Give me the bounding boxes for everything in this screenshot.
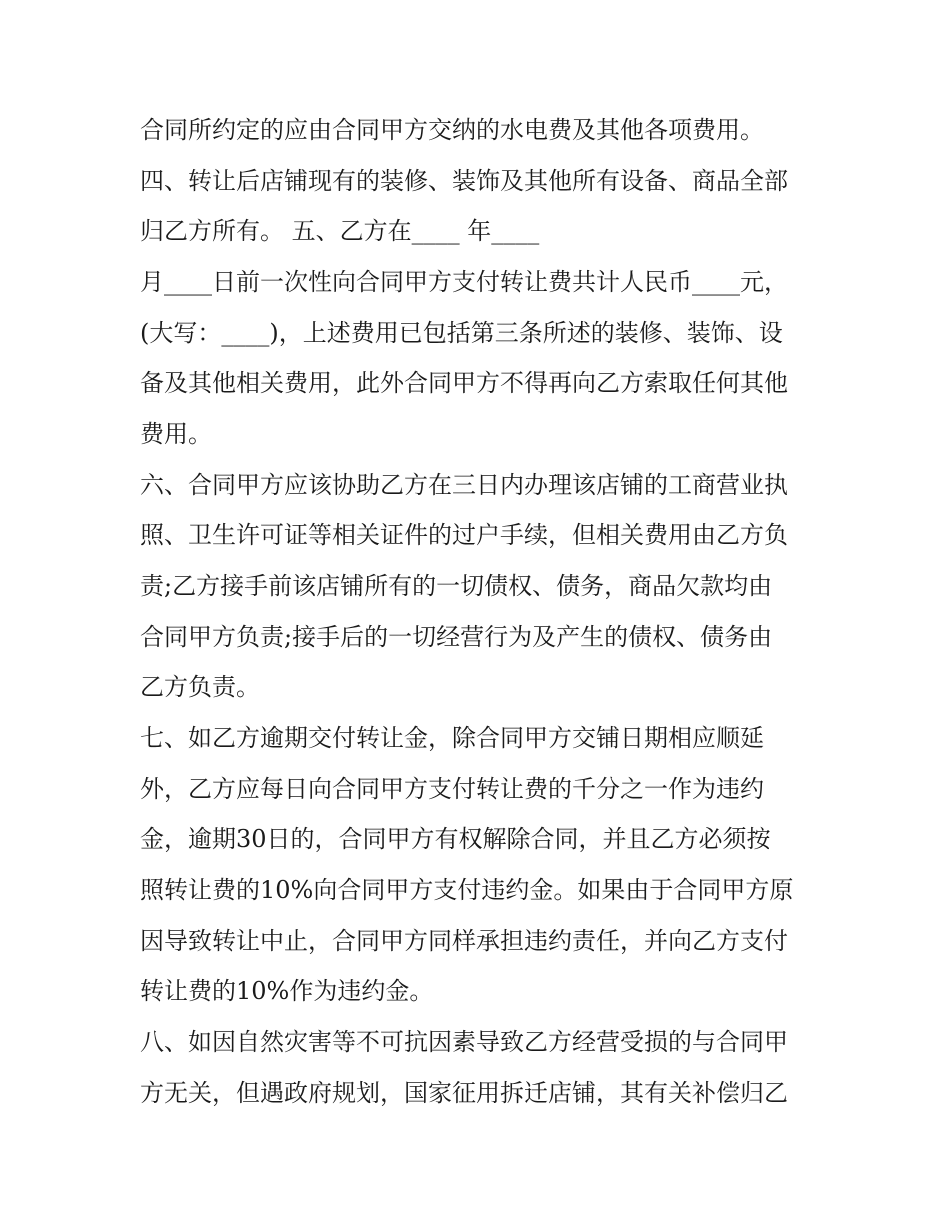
text-line: 七、如乙方逾期交付转让金，除合同甲方交铺日期相应顺延	[140, 724, 764, 752]
text-line: 八、如因自然灾害等不可抗因素导致乙方经营受损的与合同甲	[140, 1028, 788, 1056]
text-line: 归乙方所有。 五、乙方在____ 年____	[140, 217, 540, 245]
text-line: 备及其他相关费用，此外合同甲方不得再向乙方索取任何其他	[140, 369, 788, 397]
text-line: 责;乙方接手前该店铺所有的一切债权、债务，商品欠款均由	[140, 572, 773, 600]
text-line: (大写：____)，上述费用已包括第三条所述的装修、装饰、设	[140, 319, 783, 347]
text-line: 乙方负责。	[140, 673, 260, 701]
text-line: 四、转让后店铺现有的装修、装饰及其他所有设备、商品全部	[140, 167, 788, 195]
text-line: 因导致转让中止，合同甲方同样承担违约责任，并向乙方支付	[140, 927, 788, 955]
text-line: 照转让费的10%向合同甲方支付违约金。如果由于合同甲方原	[140, 876, 794, 904]
text-line: 方无关，但遇政府规划，国家征用拆迁店铺，其有关补偿归乙	[140, 1079, 788, 1107]
text-line: 外，乙方应每日向合同甲方支付转让费的千分之一作为违约	[140, 775, 764, 803]
text-line: 月____日前一次性向合同甲方支付转让费共计人民币____元，	[140, 268, 788, 296]
text-line: 转让费的10%作为违约金。	[140, 977, 434, 1005]
text-line: 费用。	[140, 420, 212, 448]
text-line: 金，逾期30日的，合同甲方有权解除合同，并且乙方必须按	[140, 825, 771, 853]
text-line: 六、合同甲方应该协助乙方在三日内办理该店铺的工商营业执	[140, 471, 788, 499]
text-line: 照、卫生许可证等相关证件的过户手续，但相关费用由乙方负	[140, 521, 788, 549]
text-line: 合同甲方负责;接手后的一切经营行为及产生的债权、债务由	[140, 623, 773, 651]
text-line: 合同所约定的应由合同甲方交纳的水电费及其他各项费用。	[140, 116, 764, 144]
